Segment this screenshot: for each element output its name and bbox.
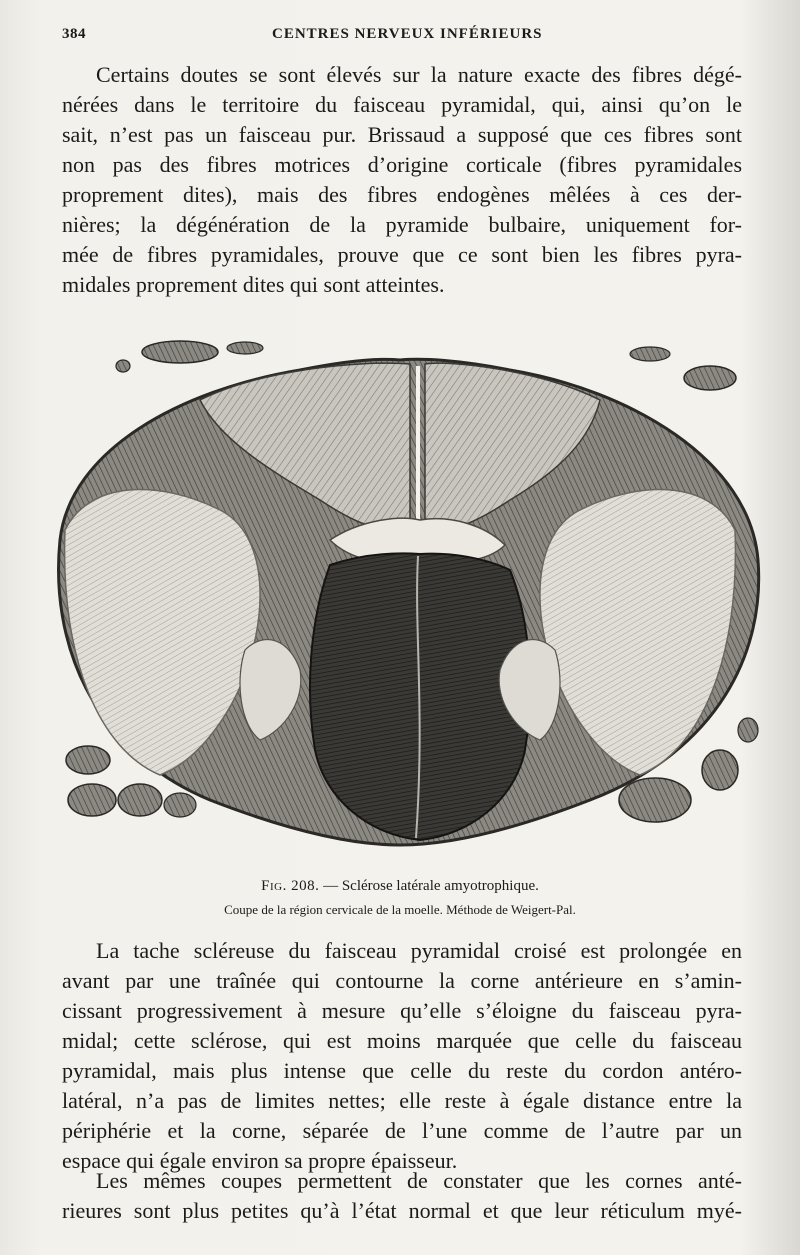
text-line: Les mêmes coupes permettent de constater que les cornes anté-	[96, 1168, 742, 1193]
text-line: mée de fibres pyramidales, prouve que ce sont bien les fibres pyra-	[62, 242, 742, 267]
root-fragment	[66, 746, 110, 774]
root-fragment	[619, 778, 691, 822]
root-fragment	[116, 360, 130, 372]
figure-title: — Sclérose latérale amyotrophique.	[323, 878, 539, 894]
text-line: sait, n’est pas un faisceau pur. Brissaud a supposé que ces fibres sont	[62, 122, 742, 147]
root-fragment	[738, 718, 758, 742]
figure-label: Fig. 208.	[261, 878, 320, 894]
text-line: midal; cette sclérose, qui est moins marquée que celle du faisceau	[62, 1028, 742, 1053]
text-line: Certains doutes se sont élevés sur la nature exacte des fibres dégé-	[96, 62, 742, 87]
figure-caption	[0, 878, 800, 895]
spinal-cord-section-figure	[30, 330, 770, 870]
root-fragment	[227, 342, 263, 354]
paragraph-3	[62, 1166, 742, 1226]
text-line: proprement dites), mais des fibres endogènes mêlées à ces der-	[62, 182, 742, 207]
text-line: rieures sont plus petites qu’à l’état normal et que leur réticulum myé-	[62, 1198, 742, 1223]
root-fragment	[630, 347, 670, 361]
text-line: pyramidal, mais plus intense que celle du reste du cordon antéro-	[62, 1058, 742, 1083]
root-fragment	[118, 784, 162, 816]
figure-subtitle: Coupe de la région cervicale de la moelle. Méthode de Weigert-Pal.	[224, 902, 576, 917]
text-line: non pas des fibres motrices d’origine corticale (fibres pyramidales	[62, 152, 742, 177]
text-line: La tache scléreuse du faisceau pyramidal croisé est prolongée en	[96, 938, 742, 963]
root-fragment	[702, 750, 738, 790]
root-fragment	[142, 341, 218, 363]
page-header	[62, 24, 748, 48]
page-number: 384	[62, 26, 86, 42]
text-line: avant par une traînée qui contourne la corne antérieure en s’amin-	[62, 968, 742, 993]
text-line: périphérie et la corne, séparée de l’une comme de l’autre par un	[62, 1118, 742, 1143]
text-line: espace qui égale environ sa propre épaisseur.	[62, 1148, 458, 1173]
text-line: cissant progressivement à mesure qu’elle s’éloigne du faisceau pyra-	[62, 998, 742, 1023]
paragraph-2	[62, 936, 742, 1176]
text-line: nérées dans le territoire du faisceau pyramidal, qui, ainsi qu’on le	[62, 92, 742, 117]
text-line: latéral, n’a pas de limites nettes; elle reste à égale distance entre la	[62, 1088, 742, 1113]
text-line: nières; la dégénération de la pyramide bulbaire, uniquement for-	[62, 212, 742, 237]
spinal-cord-illustration	[30, 330, 770, 870]
text-line: midales proprement dites qui sont atteintes.	[62, 272, 445, 297]
root-fragment	[684, 366, 736, 390]
paragraph-1	[62, 60, 742, 300]
root-fragment	[164, 793, 196, 817]
running-title: CENTRES NERVEUX INFÉRIEURS	[272, 26, 543, 42]
root-fragment	[68, 784, 116, 816]
